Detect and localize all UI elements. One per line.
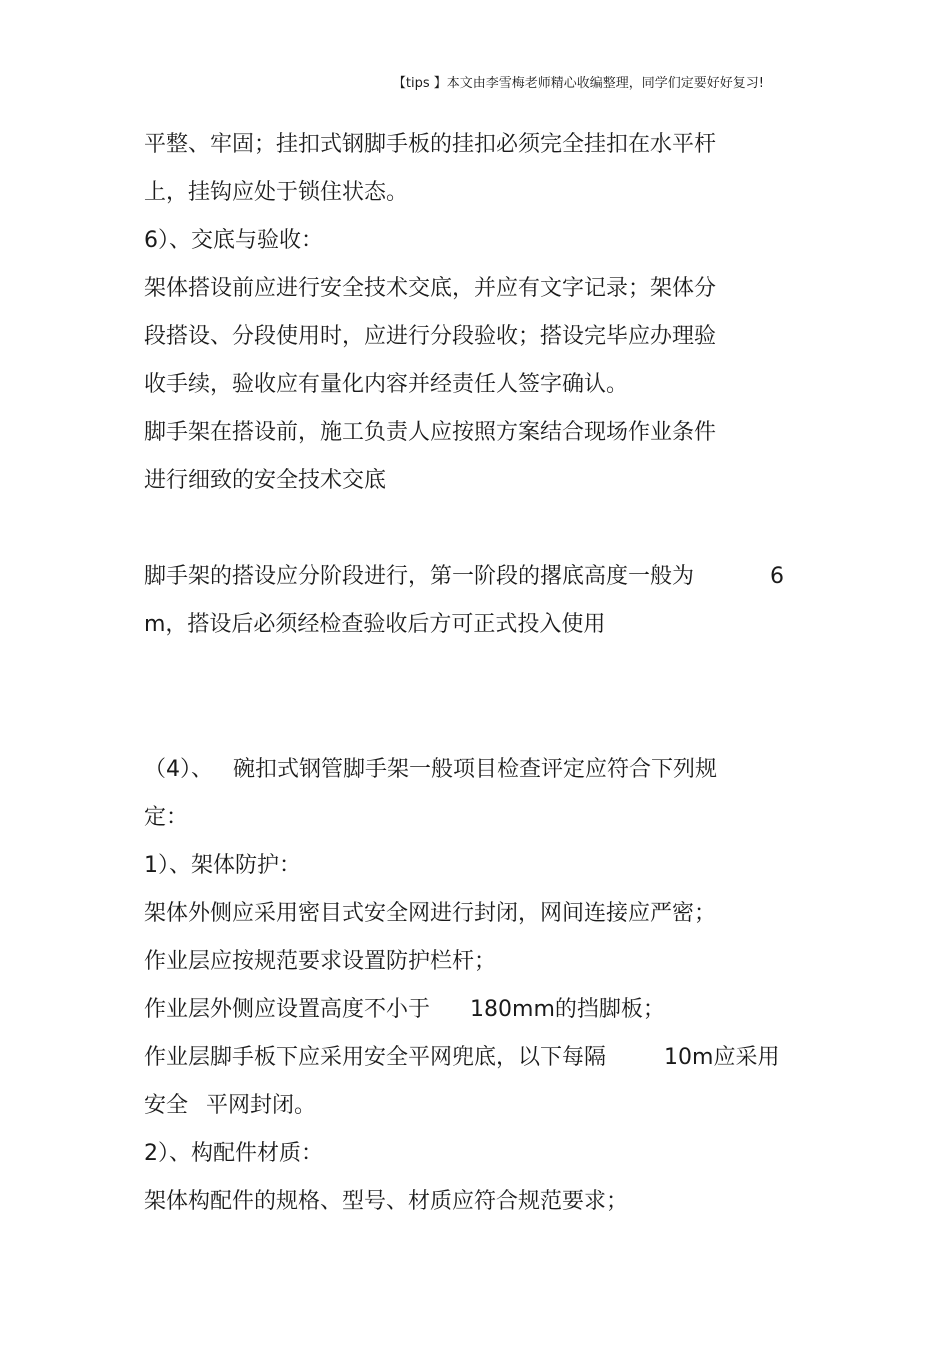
text-line: 6）、交底与验收： — [144, 228, 323, 253]
text-line: 进行细致的安全技术交底 — [144, 468, 387, 493]
text-line: 安全 平网封闭。 — [144, 1093, 317, 1118]
text-line: 脚手架的搭设应分阶段进行，第一阶段的撂底高度一般为 6 — [144, 564, 785, 589]
section-heading: （4）、 碗扣式钢管脚手架一般项目检查评定应符合下列规 — [144, 757, 718, 782]
text-line: 作业层脚手板下应采用安全平网兜底，以下每隔 10m应采用 — [144, 1045, 780, 1070]
text-line: 定： — [144, 805, 189, 830]
text-line: 作业层外侧应设置高度不小于 180mm的挡脚板； — [144, 997, 665, 1022]
text-line: 架体搭设前应进行安全技术交底，并应有文字记录；架体分 — [144, 276, 717, 301]
text-line: 脚手架在搭设前，施工负责人应按照方案结合现场作业条件 — [144, 420, 717, 445]
text-line: 作业层应按规范要求设置防护栏杆； — [144, 949, 497, 974]
header-tip: 【tips 】本文由李雪梅老师精心收编整理，同学们定要好好复习! — [392, 76, 764, 91]
text-line: 平整、牢固；挂扣式钢脚手板的挂扣必须完全挂扣在水平杆 — [144, 132, 717, 157]
text-line: 段搭设、分段使用时，应进行分段验收；搭设完毕应办理验 — [144, 324, 717, 349]
text-line: 架体外侧应采用密目式安全网进行封闭，网间连接应严密； — [144, 901, 717, 926]
text-line: m，搭设后必须经检查验收后方可正式投入使用 — [144, 612, 606, 637]
text-line: 上，挂钩应处于锁住状态。 — [144, 180, 409, 205]
text-line: 1）、架体防护： — [144, 853, 301, 878]
text-line: 架体构配件的规格、型号、材质应符合规范要求； — [144, 1189, 629, 1214]
text-line: 2）、构配件材质： — [144, 1141, 323, 1166]
text-line: 收手续，验收应有量化内容并经责任人签字确认。 — [144, 372, 629, 397]
